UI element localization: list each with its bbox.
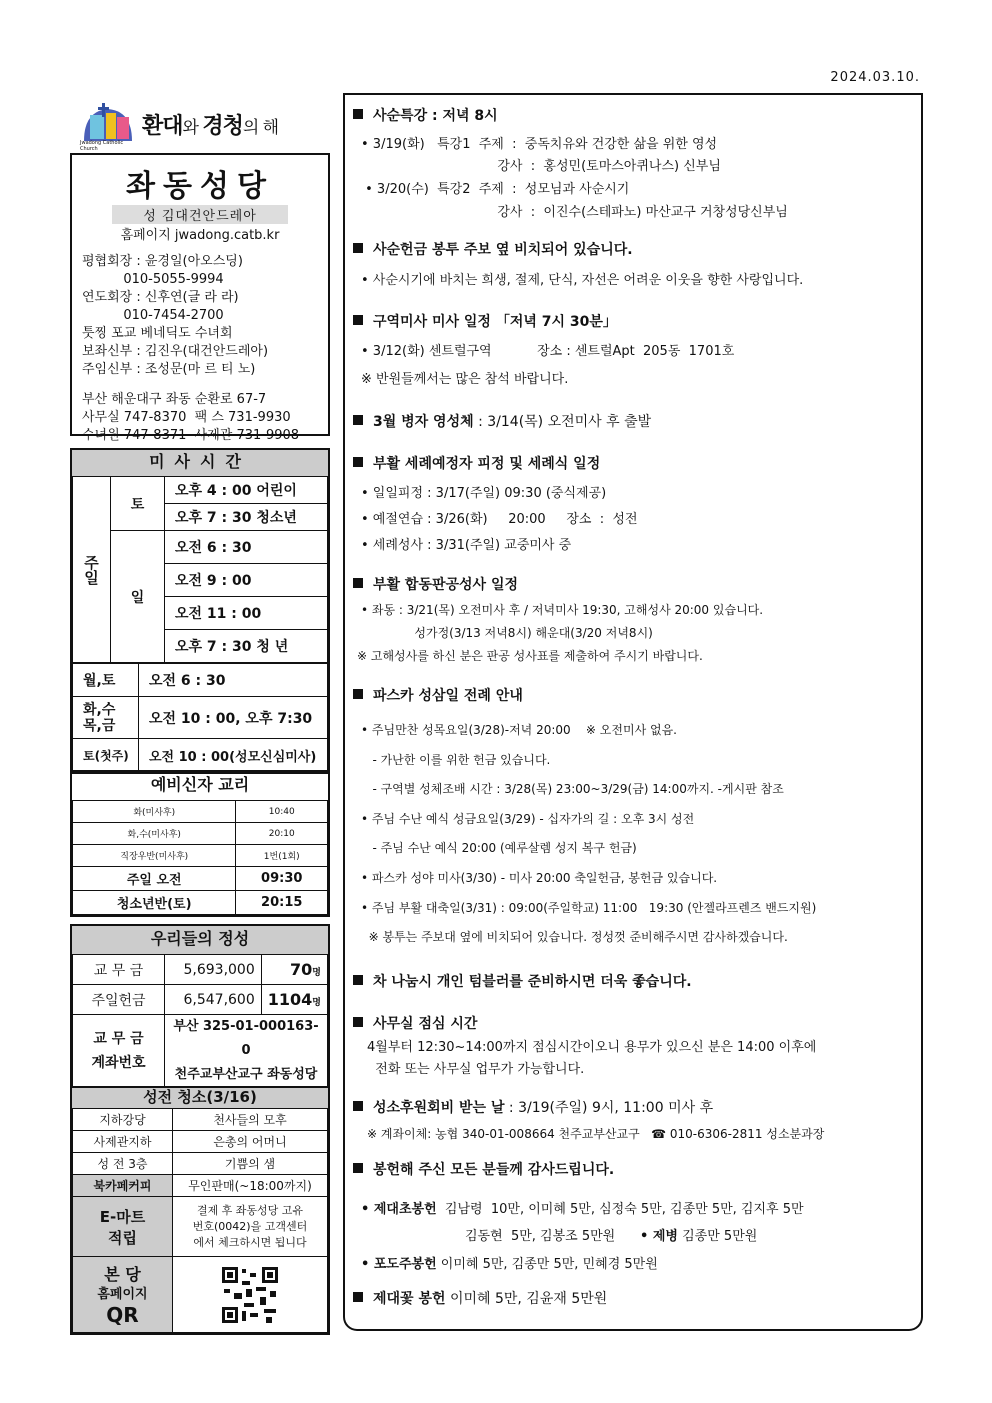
notice-line: • 파스카 성야 미사(3/30) - 미사 20:00 축일헌금, 봉헌금 있습니다. bbox=[361, 871, 718, 885]
notice-line: • 주님 수난 예식 성금요일(3/29) - 십자가의 길 : 오후 3시 성전 bbox=[361, 812, 695, 826]
notice-heading: 부활 세례예정자 피정 및 세례식 일정 bbox=[353, 453, 600, 473]
notice-heading: 파스카 성삼일 전례 안내 bbox=[353, 685, 523, 705]
account-key: 교 무 금 계좌번호 bbox=[73, 1015, 165, 1088]
offerings bbox=[70, 924, 330, 1090]
notice-line: • 3/12(화) 센트럴구역 장소 : 센트럴Apt 205동 1701호 bbox=[361, 344, 735, 359]
notice-line: • 3/19(화) 특강1 주제 : 중독치유와 건강한 삶을 위한 영성 bbox=[361, 137, 718, 152]
money-key: 주일헌금 bbox=[73, 985, 165, 1015]
notice-line: • 예절연습 : 3/26(화) 20:00 장소 : 성전 bbox=[361, 512, 638, 527]
notice-heading: 사순특강 : 저녁 8시 bbox=[353, 105, 498, 125]
mass-time: 오전 10 : 00(성모신심미사) bbox=[139, 739, 328, 772]
qr-label: QR bbox=[106, 1302, 139, 1327]
clean-place: 지하강당 bbox=[73, 1109, 173, 1131]
church-info bbox=[70, 153, 330, 443]
notice-line: ※ 반원들께서는 많은 참석 바랍니다. bbox=[361, 372, 569, 387]
emart-label: E-마트 적립 bbox=[73, 1197, 173, 1257]
notice-line: • 주님 부활 대축일(3/31) : 09:00(주일학교) 11:00 19:30 (안젤라프렌즈 밴드지원) bbox=[361, 901, 817, 915]
money-unit: 명 bbox=[312, 998, 321, 1008]
catechism bbox=[70, 770, 330, 917]
notice-heading: 사순헌금 봉투 주보 옆 비치되어 있습니다. bbox=[353, 239, 633, 259]
clean-group: 은총의 어머니 bbox=[173, 1131, 328, 1153]
logo bbox=[80, 100, 330, 152]
clean-group: 무인판매(~18:00까지) bbox=[173, 1175, 328, 1197]
donation-list: 김종만 5만원 bbox=[677, 1229, 758, 1244]
clean-place: 사제관지하 bbox=[73, 1131, 173, 1153]
mass-time: 오후 7 : 30 청소년 bbox=[165, 504, 328, 531]
info-line: 010-5055-9994 bbox=[82, 272, 224, 287]
notice-line: • 주님만찬 성목요일(3/28)-저녁 20:00 ※ 오전미사 없음. bbox=[361, 723, 677, 737]
clean-place: 북카페커피 bbox=[73, 1175, 173, 1197]
address: 부산 해운대구 좌동 순환로 67-7 bbox=[82, 392, 267, 407]
mass-times bbox=[70, 448, 330, 774]
notice-line: 성가정(3/13 저녁8시) 해운대(3/20 저녁8시) bbox=[361, 626, 653, 640]
mass-time: 오후 4 : 00 어린이 bbox=[165, 477, 328, 504]
clean-group: 천사들의 모후 bbox=[173, 1109, 328, 1131]
money-count: 1104 bbox=[267, 990, 313, 1009]
weekday: 월,토 bbox=[73, 664, 139, 697]
account-number: 부산 325-01-000163-0 bbox=[173, 1019, 319, 1058]
notice-line: • 사순시기에 바치는 희생, 절제, 단식, 자선은 어려운 이웃을 향한 사랑입니다. bbox=[361, 273, 804, 288]
money-count: 70 bbox=[290, 960, 313, 979]
clean-title: 성전 청소(3/16) bbox=[72, 1088, 328, 1108]
catech-day: 직장우반(미사후) bbox=[73, 845, 236, 867]
notice-heading: 봉헌해 주신 모든 분들께 감사드립니다. bbox=[353, 1159, 614, 1179]
notice-line: ※ 계좌이체: 농협 340-01-008664 천주교부산교구 ☎ 010-6306-2811 성소분과장 bbox=[367, 1127, 825, 1141]
weekday: 토(첫주) bbox=[73, 739, 139, 772]
notice-heading: 성소후원회비 받는 날 : 3/19(주일) 9시, 11:00 미사 후 bbox=[353, 1097, 713, 1117]
weekday: 화,수 목,금 bbox=[73, 697, 139, 739]
donation-type: • 제대초봉헌 bbox=[361, 1202, 437, 1217]
info-line: 보좌신부 : 김진우(대건안드레아) bbox=[82, 344, 269, 359]
donation-type: • 포도주봉헌 bbox=[361, 1257, 437, 1272]
homepage: 홈페이지 jwadong.catb.kr bbox=[120, 228, 280, 243]
notice-line: • 3/20(수) 특강2 주제 : 성모님과 사순시기 bbox=[361, 182, 630, 197]
notice-line: • 일일피정 : 3/17(주일) 09:30 (중식제공) bbox=[361, 486, 607, 501]
donation-type: • 제병 bbox=[640, 1229, 678, 1244]
info-line: 주임신부 : 조성문(마 르 티 노) bbox=[82, 362, 256, 377]
catech-time: 20:15 bbox=[236, 891, 328, 915]
notice-line: • 세례성사 : 3/31(주일) 교중미사 중 bbox=[361, 538, 572, 553]
mass-time: 오전 6 : 30 bbox=[165, 531, 328, 564]
qr-code-icon[interactable] bbox=[220, 1265, 280, 1325]
notice-line: 강사 : 홍성민(토마스아퀴나스) 신부님 bbox=[361, 159, 721, 174]
mass-time: 오후 7 : 30 청 년 bbox=[165, 630, 328, 663]
catech-title: 예비신자 교리 bbox=[150, 775, 250, 794]
mass-title: 미사시간 bbox=[72, 450, 328, 476]
notice-line: 전화 또는 사무실 업무가 가능합니다. bbox=[367, 1062, 585, 1077]
phone-line: 사무실 747-8370 팩 스 731-9930 bbox=[82, 410, 291, 425]
info-line: 010-7454-2700 bbox=[82, 308, 224, 323]
qr-label: 본 당 bbox=[104, 1264, 141, 1284]
notice-line: 4월부터 12:30~14:00까지 점심시간이오니 용무가 있으신 분은 14:00 이후에 bbox=[367, 1040, 817, 1055]
notice-panel bbox=[343, 93, 923, 1331]
donation-list: 김동현 5만, 김봉조 5만원 bbox=[465, 1229, 616, 1244]
notice-line: - 주님 수난 예식 20:00 (예루살렘 성지 복구 헌금) bbox=[361, 841, 637, 855]
year-theme: 환대와 경청의 해 bbox=[142, 113, 279, 139]
emart-desc: 결제 후 좌동성당 고유 번호(0042)을 고객센터 에서 체크하시면 됩니다 bbox=[173, 1197, 328, 1257]
notice-line: • 좌동 : 3/21(목) 오전미사 후 / 저녁미사 19:30, 고해성사 20:00 있습니다. bbox=[361, 603, 764, 617]
catech-day: 주일 오전 bbox=[73, 867, 236, 891]
info-line: 연도회장 : 신후연(글 라 라) bbox=[82, 290, 239, 305]
money-value: 5,693,000 bbox=[165, 955, 262, 985]
mass-time: 오전 6 : 30 bbox=[139, 664, 328, 697]
clean-group: 기쁨의 샘 bbox=[173, 1153, 328, 1175]
catech-time: 20:10 bbox=[236, 823, 328, 845]
catech-time: 09:30 bbox=[236, 867, 328, 891]
notice-heading: 부활 합동판공성사 일정 bbox=[353, 574, 518, 594]
notice-line: ※ 고해성사를 하신 분은 판공 성사표를 제출하여 주시기 바랍니다. bbox=[357, 649, 703, 663]
money-unit: 명 bbox=[312, 968, 321, 978]
catech-time: 1번(1회) bbox=[236, 845, 328, 867]
info-line: 툿찡 포교 베네딕도 수녀회 bbox=[82, 326, 233, 341]
catech-time: 10:40 bbox=[236, 801, 328, 823]
notice-line: - 구역별 성체조배 시간 : 3/28(목) 23:00~3/29(금) 14:00까지. -게시판 참조 bbox=[361, 782, 784, 796]
mass-time: 오전 10 : 00, 오후 7:30 bbox=[139, 697, 328, 739]
donation-list: 김남령 10만, 이미혜 5만, 심정숙 5만, 김종만 5만, 김지후 5만 bbox=[444, 1202, 804, 1217]
sat-label: 토 bbox=[111, 477, 165, 531]
account-holder: 천주교부산교구 좌동성당 bbox=[174, 1067, 318, 1082]
sunday-label: 주일 bbox=[73, 477, 111, 663]
notice-heading: 3월 병자 영성체 : 3/14(목) 오전미사 후 출발 bbox=[353, 411, 651, 431]
cleaning bbox=[70, 1086, 330, 1335]
money-title: 우리들의 정성 bbox=[72, 926, 328, 954]
mass-time: 오전 11 : 00 bbox=[165, 597, 328, 630]
donation-list: 이미혜 5만, 김종만 5만, 민혜경 5만원 bbox=[436, 1257, 658, 1272]
catech-day: 청소년반(토) bbox=[73, 891, 236, 915]
patron: 성 김대건안드레아 bbox=[112, 205, 288, 224]
qr-label: 홈페이지 bbox=[97, 1286, 148, 1302]
logo-tagline: Jwadong Catholic Church bbox=[80, 140, 124, 152]
notice-line: - 가난한 이를 위한 헌금 있습니다. bbox=[361, 753, 551, 767]
catech-day: 화,수(미사후) bbox=[73, 823, 236, 845]
catech-day: 화(미사후) bbox=[73, 801, 236, 823]
notice-heading: 사무실 점심 시간 bbox=[353, 1013, 477, 1033]
notice-line: 강사 : 이진수(스테파노) 마산교구 거창성당신부님 bbox=[361, 205, 788, 220]
info-line: 평협회장 : 윤경일(아오스딩) bbox=[82, 254, 243, 269]
money-value: 6,547,600 bbox=[165, 985, 262, 1015]
notice-heading: 차 나눔시 개인 텀블러를 준비하시면 더욱 좋습니다. bbox=[353, 971, 692, 991]
phone-line: 수녀원 747-8371 사제관 731-9908 bbox=[82, 428, 300, 443]
church-name: 좌동성당 bbox=[126, 169, 274, 204]
bulletin-date: 2024.03.10. bbox=[830, 70, 920, 85]
sun-label: 일 bbox=[111, 531, 165, 663]
notice-line: ※ 봉투는 주보대 옆에 비치되어 있습니다. 정성껏 준비해주시면 감사하겠습니다. bbox=[361, 930, 788, 944]
money-key: 교 무 금 bbox=[73, 955, 165, 985]
notice-heading: 제대꽃 봉헌 이미혜 5만, 김윤재 5만원 bbox=[353, 1288, 607, 1308]
notice-heading: 구역미사 미사 일정 「저녁 7시 30분」 bbox=[353, 311, 617, 331]
mass-time: 오전 9 : 00 bbox=[165, 564, 328, 597]
clean-place: 성 전 3층 bbox=[73, 1153, 173, 1175]
